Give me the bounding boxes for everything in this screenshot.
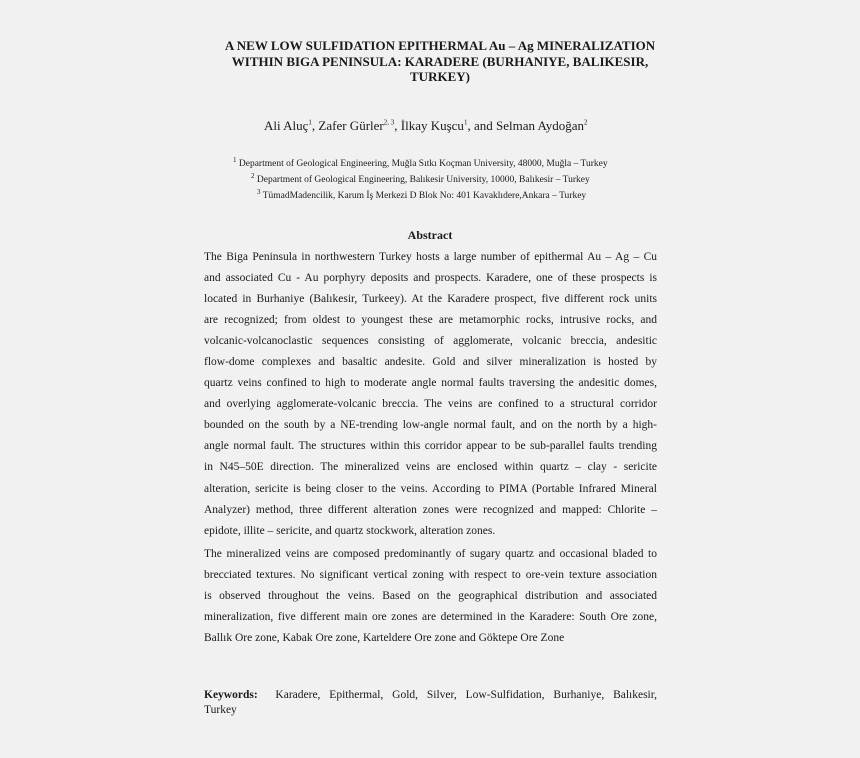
text-line: epidote, illite – sericite, and quartz stockwork, alteration zones. [204,524,496,537]
text-line: bounded on the south by a NE-trending low-angle normal fault, and on the north by a high- [204,419,657,432]
paper-title [200,38,680,85]
affiliation [233,155,608,170]
text-line: The mineralized veins are composed predominantly of sugary quartz and occasional bladed to [204,548,657,560]
abstract-heading: Abstract [407,228,453,242]
text-line: and associated Cu - Au porphyry deposits and prospects. Karadere, one of these prospects is [204,272,657,285]
title-line: A NEW LOW SULFIDATION EPITHERMAL Au – Ag MINERALIZATION [224,38,656,53]
text-line: angle normal fault. The structures within this corridor appear to be sub-parallel faults trending [204,440,657,453]
affiliation-marker: 1 [233,155,237,164]
keywords-line [204,688,657,703]
author-name: Ali Aluç [264,118,309,133]
author-affiliation-marker: 2 [583,118,588,127]
keywords-section [204,688,657,718]
text-line: The Biga Peninsula in northwestern Turkey hosts a large number of epithermal Au – Ag – Cu [204,251,657,263]
affiliation-text: TümadMadencilik, Karum İş Merkezi D Blok No: 401 Kavaklıdere,Ankara – Turkey [262,191,587,201]
text-line: volcanic-volcanoclastic sequences consisting of agglomerate, volcanic breccia, andesitic [204,335,657,348]
affiliation [257,187,587,202]
text-line: in N45–50E direction. The mineralized veins are enclosed within quartz – clay - sericite [204,461,657,474]
author-list: Ali Aluç$^1$, Zafer Gürler$^{2, 3}$, İlkay Kuşcu$^1$, and Selman Aydoğan$^2$ [264,118,588,133]
text-line: are recognized; from oldest to youngest these are metamorphic rocks, intrusive rocks, and [204,314,657,327]
text-line: and overlying agglomerate-volcanic breccia. The veins are confined to a structural corridor [204,398,657,411]
keywords-text: Karadere, Epithermal, Gold, Silver, Low-Sulfidation, Burhaniye, Balıkesir, [275,689,657,701]
abstract-paragraph [204,544,657,649]
affiliation-text: Department of Geological Engineering, Balıkesir University, 10000, Balıkesir – Turkey [256,175,590,185]
text-line: alteration, sericite is being closer to the veins. According to PIMA (Portable Infrared Mineral [204,482,657,495]
author-affiliation-marker: 1 [308,118,312,127]
author-name: Zafer Gürler [318,118,384,133]
text-line: quartz veins confined to high to moderate angle normal faults traversing the andesitic domes, [204,377,657,390]
text-line: flow-dome complexes and basaltic andesite. Gold and silver mineralization is hosted by [204,356,657,369]
affiliation-marker: 3 [257,187,261,196]
author-affiliation-marker: 1 [463,118,468,127]
text-line: mineralization, five different main ore zones are determined in the Karadere: South Ore zone, [204,611,657,624]
affiliation-marker: 2 [251,171,255,180]
text-line: is observed throughout the veins. Based on the geographical distribution and associated [204,590,657,603]
text-line: Ballık Ore zone, Kabak Ore zone, Karteldere Ore zone and Göktepe Ore Zone [204,632,565,645]
author-name: İlkay Kuşcu [400,118,464,133]
abstract-paragraph [204,247,657,542]
author-name: Selman Aydoğan [495,118,584,133]
author-conjunction: and [473,118,493,133]
keywords-line: Turkey [204,704,237,716]
author-affiliation-marker: 2, 3 [383,118,395,127]
affiliation [251,171,590,186]
text-line: located in Burhaniye (Balıkesir, Turkeey). At the Karadere prospect, five different rock units [204,293,657,306]
text-line: Analyzer) method, three different alteration zones were recognized and mapped: Chlorite – [204,503,657,516]
keywords-label: Keywords: [204,689,258,701]
title-line: WITHIN BIGA PENINSULA: KARADERE (BURHANIYE, BALIKESIR, [231,53,649,69]
text-line: brecciated textures. No significant vertical zoning with respect to ore-vein texture association [204,569,657,582]
title-line: TURKEY) [410,69,470,84]
affiliation-text: Department of Geological Engineering, Muğla Sıtkı Koçman University, 48000, Muğla – Turkey [238,159,608,169]
